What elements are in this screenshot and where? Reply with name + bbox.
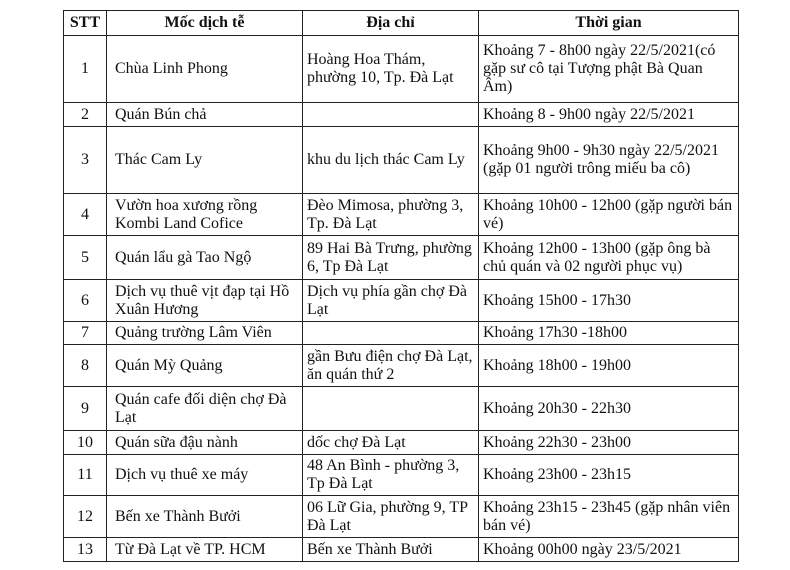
epidemiology-table [63, 10, 739, 562]
cell-place: Quán Mỳ Quảng [107, 345, 303, 387]
cell-stt: 9 [64, 387, 107, 431]
table-row [64, 103, 739, 127]
cell-address: Dịch vụ phía gần chợ Đà Lạt [303, 280, 479, 322]
table-row [64, 36, 739, 103]
cell-stt: 3 [64, 127, 107, 194]
cell-address: gần Bưu điện chợ Đà Lạt, ăn quán thứ 2 [303, 345, 479, 387]
table-row [64, 194, 739, 236]
cell-address: 89 Hai Bà Trưng, phường 6, Tp Đà Lạt [303, 236, 479, 280]
table-row [64, 538, 739, 562]
table-row [64, 345, 739, 387]
header-row [64, 11, 739, 36]
table-row [64, 322, 739, 345]
table-row [64, 127, 739, 194]
table-row [64, 387, 739, 431]
cell-place: Quán lẩu gà Tao Ngộ [107, 236, 303, 280]
cell-address: khu du lịch thác Cam Ly [303, 127, 479, 194]
table-row [64, 496, 739, 538]
header-address: Địa chỉ [303, 11, 479, 36]
cell-stt: 1 [64, 36, 107, 103]
cell-time: Khoảng 15h00 - 17h30 [479, 280, 739, 322]
cell-stt: 8 [64, 345, 107, 387]
cell-place: Dịch vụ thuê xe máy [107, 455, 303, 496]
cell-time: Khoảng 23h00 - 23h15 [479, 455, 739, 496]
cell-place: Quán cafe đối diện chợ Đà Lạt [107, 387, 303, 431]
cell-address: Đèo Mimosa, phường 3, Tp. Đà Lạt [303, 194, 479, 236]
table-row [64, 455, 739, 496]
cell-stt: 10 [64, 431, 107, 455]
cell-place: Vườn hoa xương rồng Kombi Land Cofice [107, 194, 303, 236]
cell-time: Khoảng 12h00 - 13h00 (gặp ông bà chủ quán và 02 người phục vụ) [479, 236, 739, 280]
header-place: Mốc dịch tễ [107, 11, 303, 36]
cell-time: Khoảng 22h30 - 23h00 [479, 431, 739, 455]
cell-place: Quán sữa đậu nành [107, 431, 303, 455]
cell-time: Khoảng 23h15 - 23h45 (gặp nhân viên bán vé) [479, 496, 739, 538]
cell-stt: 7 [64, 322, 107, 345]
cell-address [303, 103, 479, 127]
cell-stt: 13 [64, 538, 107, 562]
cell-address: Bến xe Thành Bưởi [303, 538, 479, 562]
cell-address [303, 387, 479, 431]
table-row [64, 280, 739, 322]
cell-address: dốc chợ Đà Lạt [303, 431, 479, 455]
cell-address [303, 322, 479, 345]
cell-stt: 2 [64, 103, 107, 127]
cell-time: Khoảng 9h00 - 9h30 ngày 22/5/2021 (gặp 01 người trông miếu ba cô) [479, 127, 739, 194]
cell-address: 06 Lữ Gia, phường 9, TP Đà Lạt [303, 496, 479, 538]
cell-address: 48 An Bình - phường 3, Tp Đà Lạt [303, 455, 479, 496]
cell-time: Khoảng 10h00 - 12h00 (gặp người bán vé) [479, 194, 739, 236]
cell-time: Khoảng 20h30 - 22h30 [479, 387, 739, 431]
cell-time: Khoảng 17h30 -18h00 [479, 322, 739, 345]
cell-place: Bến xe Thành Bưởi [107, 496, 303, 538]
cell-stt: 12 [64, 496, 107, 538]
cell-stt: 4 [64, 194, 107, 236]
cell-place: Quảng trường Lâm Viên [107, 322, 303, 345]
table-row [64, 236, 739, 280]
cell-stt: 11 [64, 455, 107, 496]
cell-place: Quán Bún chả [107, 103, 303, 127]
cell-place: Chùa Linh Phong [107, 36, 303, 103]
cell-place: Thác Cam Ly [107, 127, 303, 194]
cell-place: Dịch vụ thuê vịt đạp tại Hồ Xuân Hương [107, 280, 303, 322]
cell-time: Khoảng 8 - 9h00 ngày 22/5/2021 [479, 103, 739, 127]
table-row [64, 431, 739, 455]
cell-stt: 6 [64, 280, 107, 322]
cell-time: Khoảng 7 - 8h00 ngày 22/5/2021(có gặp sư cô tại Tượng phật Bà Quan Âm) [479, 36, 739, 103]
header-stt: STT [64, 11, 107, 36]
cell-place: Từ Đà Lạt về TP. HCM [107, 538, 303, 562]
cell-time: Khoảng 00h00 ngày 23/5/2021 [479, 538, 739, 562]
cell-stt: 5 [64, 236, 107, 280]
cell-time: Khoảng 18h00 - 19h00 [479, 345, 739, 387]
cell-address: Hoàng Hoa Thám, phường 10, Tp. Đà Lạt [303, 36, 479, 103]
header-time: Thời gian [479, 11, 739, 36]
